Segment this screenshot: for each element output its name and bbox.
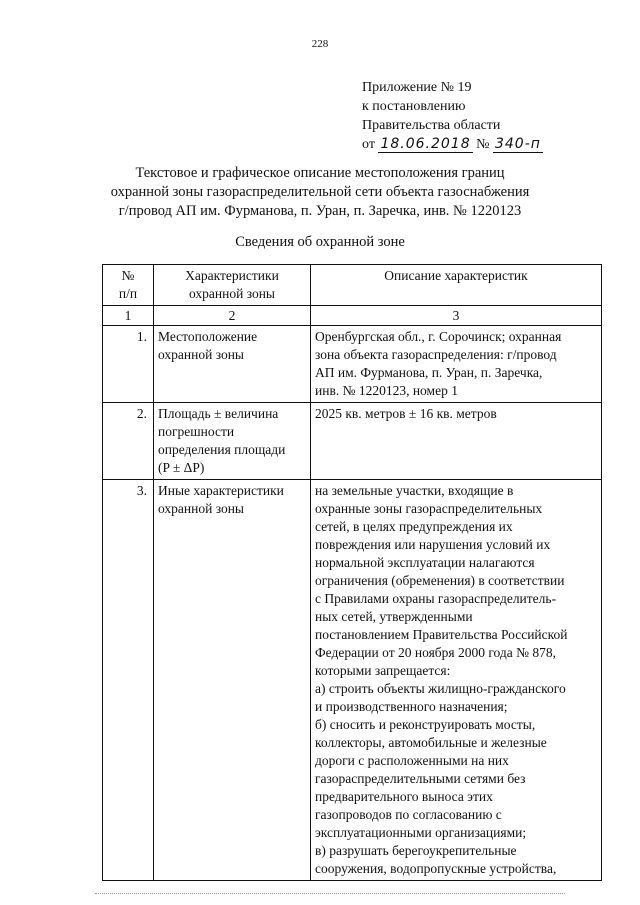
number-prefix: № — [476, 137, 490, 152]
row-number: 1. — [103, 326, 154, 403]
appendix-date-line — [362, 135, 543, 154]
appendix-line-2: к постановлению — [362, 99, 466, 114]
row-description: 2025 кв. метров ± 16 кв. метров — [311, 403, 602, 480]
section-subtitle: Сведения об охранной зоне — [235, 234, 405, 250]
title-line-1: Текстовое и графическое описание местоположения границ — [135, 165, 505, 181]
header-characteristics: Характеристики охранной зоны — [154, 265, 311, 306]
title-line-2: охранной зоны газораспределительной сети объекта газоснабжения — [110, 184, 530, 200]
page-number: 228 — [311, 38, 329, 50]
document-title — [0, 164, 640, 221]
appendix-block — [362, 78, 543, 154]
column-number-2: 2 — [154, 306, 311, 326]
row-characteristic: Местоположение охранной зоны — [154, 326, 311, 403]
row-characteristic: Иные характеристики охранной зоны — [154, 480, 311, 881]
zone-info-table — [102, 264, 602, 881]
appendix-line-1: Приложение № 19 — [362, 80, 472, 95]
row-description: на земельные участки, входящие в охранные зоны газораспределительных сетей, в целях предупреждения их повреждения или нарушения условий их нормальной эксплуатации налагаются ограничения (обременения) в соответствии с Правилами охраны газораспределитель- ных сетей, утвержденными постановлением Правительства Российской Федерации от 20 ноября 2000 года № 878, которыми запрещается: а) строить объекты жилищно-гражданского и производственного назначения; б) сносить и реконструировать мосты, коллекторы, автомобильные и железные дороги с расположенными на них газораспределительными сетями без предварительного выноса этих газопроводов по согласованию с эксплуатационными организациями; в) разрушать берегоукрепительные сооружения, водопропускные устройства, — [311, 480, 602, 881]
row-number: 2. — [103, 403, 154, 480]
scan-edge-noise — [95, 893, 565, 896]
table-header-row — [103, 265, 602, 306]
handwritten-number: 340-п — [494, 136, 541, 152]
row-number: 3. — [103, 480, 154, 881]
date-prefix: от — [362, 137, 375, 152]
row-characteristic: Площадь ± величина погрешности определения площади (P ± ΔP) — [154, 403, 311, 480]
table-row — [103, 326, 602, 403]
row-description: Оренбургская обл., г. Сорочинск; охранная зона объекта газораспределения: г/провод АП им. Фурманова, п. Уран, п. Заречка, инв. № 1220123, номер 1 — [311, 326, 602, 403]
column-number-row — [103, 306, 602, 326]
title-line-3: г/провод АП им. Фурманова, п. Уран, п. Заречка, инв. № 1220123 — [118, 203, 522, 219]
appendix-line-3: Правительства области — [362, 118, 501, 133]
table-row — [103, 403, 602, 480]
column-number-1: 1 — [103, 306, 154, 326]
header-number: № п/п — [103, 265, 154, 306]
header-description: Описание характеристик — [311, 265, 602, 306]
handwritten-date: 18.06.2018 — [380, 136, 471, 152]
column-number-3: 3 — [311, 306, 602, 326]
table-row — [103, 480, 602, 881]
